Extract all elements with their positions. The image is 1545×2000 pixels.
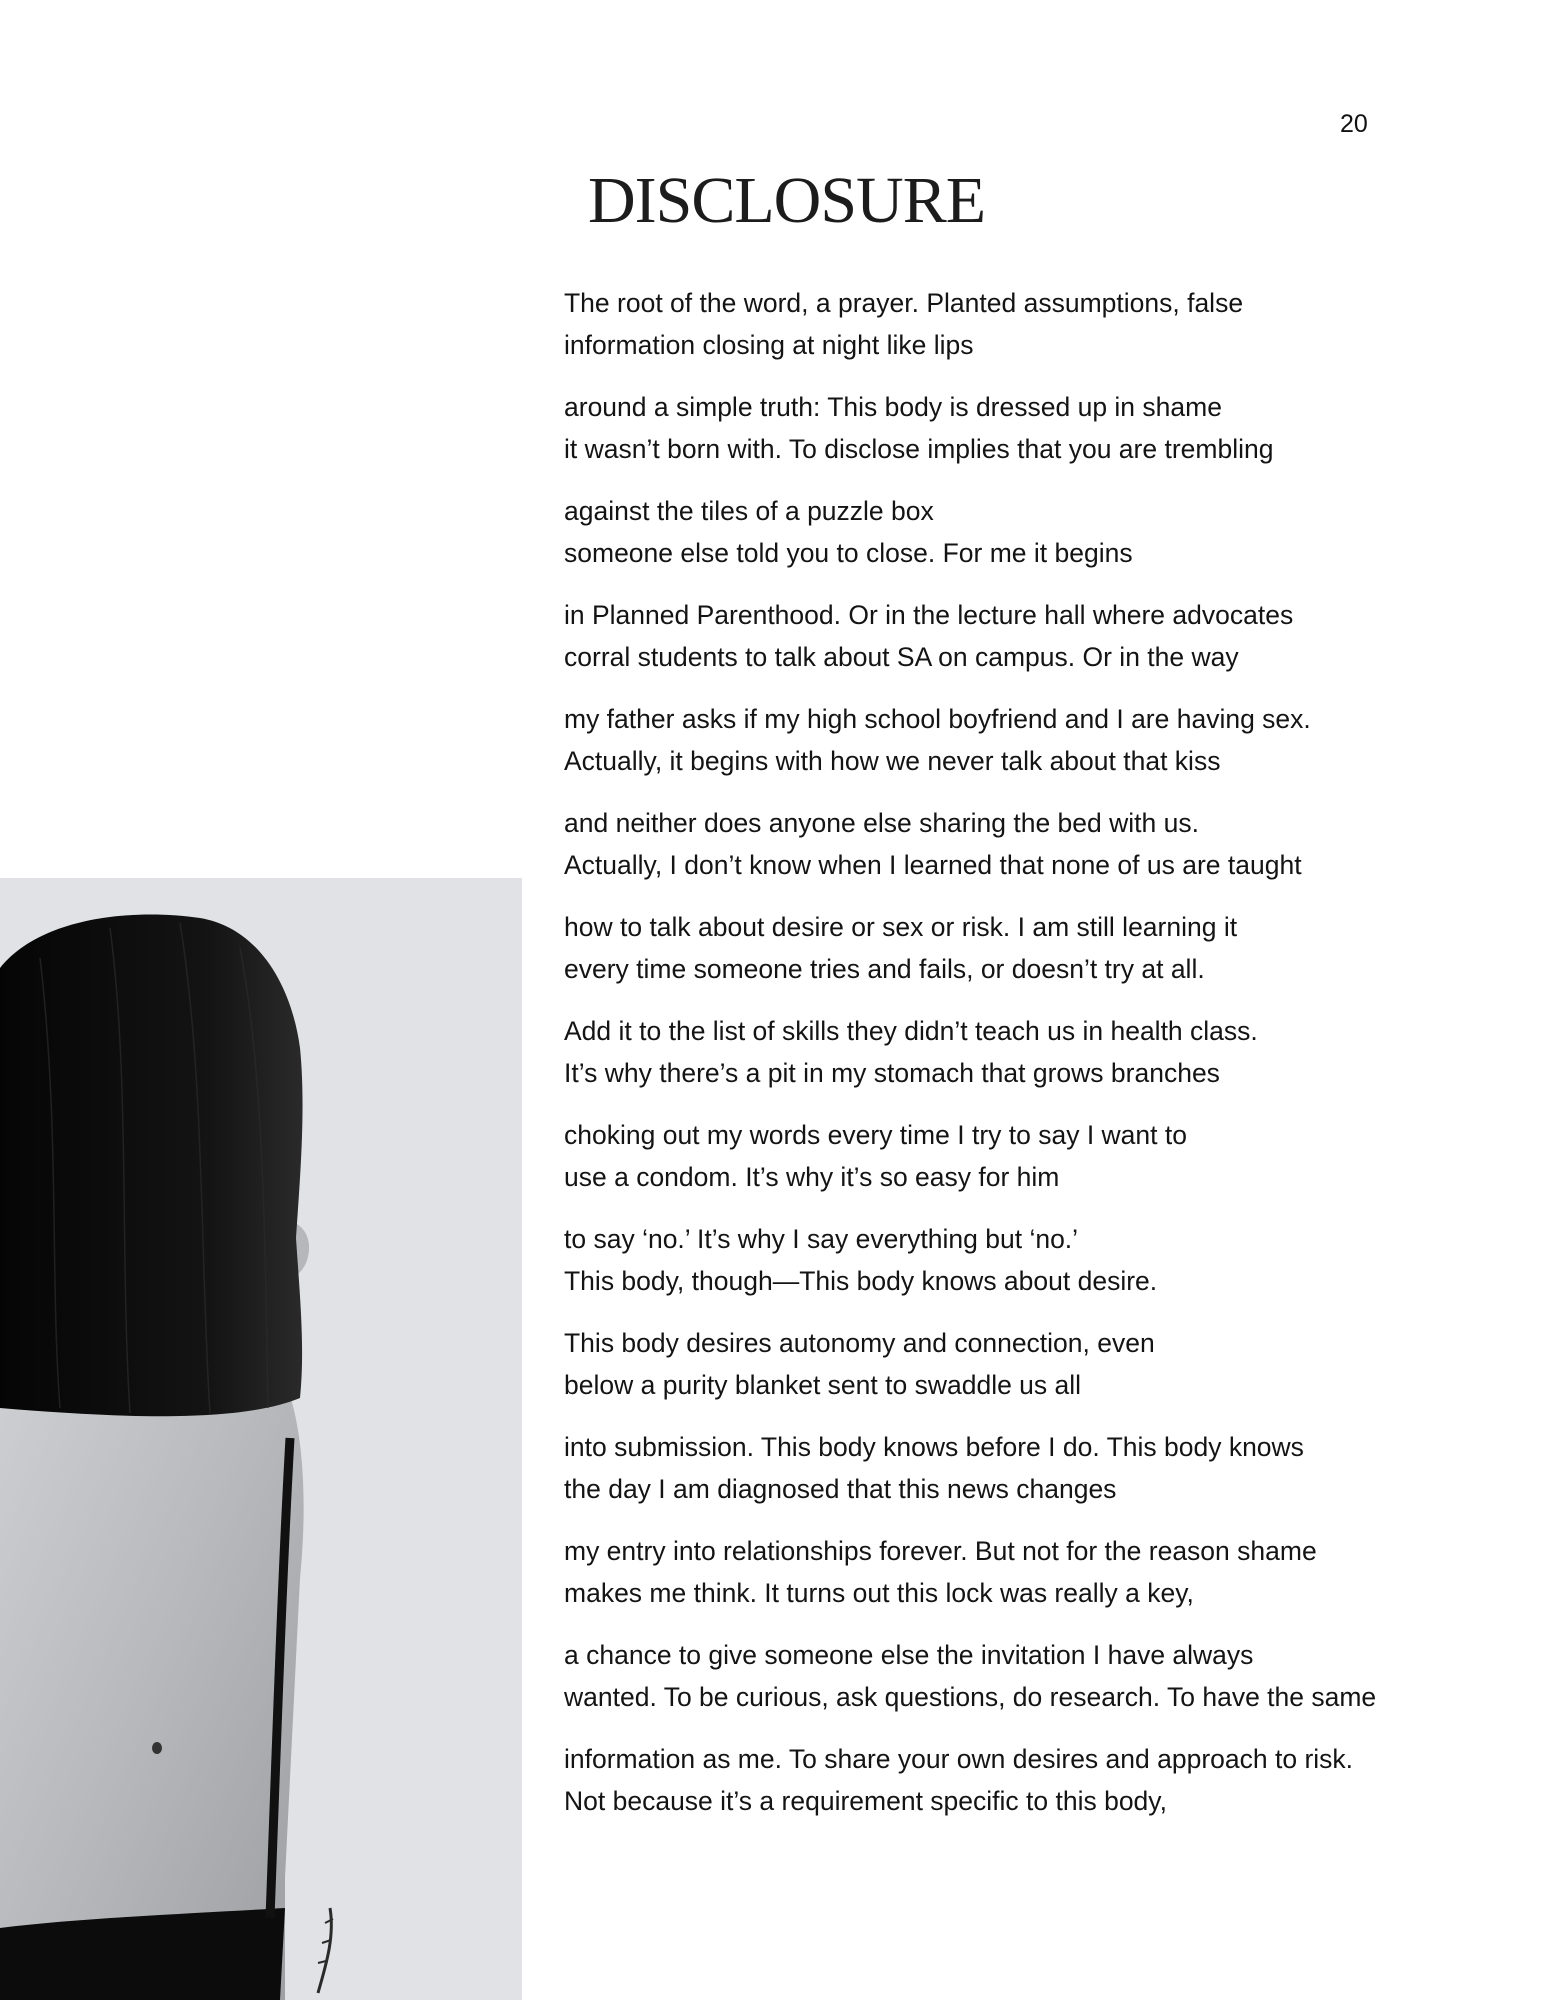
stanza <box>564 490 1464 574</box>
poem-line: This body desires autonomy and connection, even <box>564 1328 1155 1358</box>
poem-line: information closing at night like lips <box>564 330 974 360</box>
poem-line: makes me think. It turns out this lock was really a key, <box>564 1578 1194 1608</box>
stanza <box>564 906 1464 990</box>
poem-line: my father asks if my high school boyfriend and I are having sex. <box>564 704 1311 734</box>
poem-line: Add it to the list of skills they didn’t teach us in health class. <box>564 1016 1258 1046</box>
stanza <box>564 698 1464 782</box>
poem-line: use a condom. It’s why it’s so easy for him <box>564 1162 1060 1192</box>
stanza <box>564 594 1464 678</box>
poem-line: someone else told you to close. For me it begins <box>564 538 1133 568</box>
page-number: 20 <box>1340 110 1368 138</box>
poem-line: The root of the word, a prayer. Planted assumptions, false <box>564 288 1244 318</box>
poem-line: It’s why there’s a pit in my stomach that grows branches <box>564 1058 1220 1088</box>
poem-line: corral students to talk about SA on campus. Or in the way <box>564 642 1239 672</box>
poem-line: how to talk about desire or sex or risk. I am still learning it <box>564 912 1238 942</box>
poem-line: Actually, I don’t know when I learned that none of us are taught <box>564 850 1302 880</box>
stanza <box>564 1114 1464 1198</box>
stanza <box>564 1738 1464 1822</box>
poem-body <box>564 282 1464 1842</box>
stanza <box>564 1634 1464 1718</box>
stanza <box>564 1322 1464 1406</box>
poem-line: and neither does anyone else sharing the bed with us. <box>564 808 1199 838</box>
poem-line: wanted. To be curious, ask questions, do research. To have the same <box>564 1682 1377 1712</box>
poem-line: below a purity blanket sent to swaddle us all <box>564 1370 1082 1400</box>
poem-line: it wasn’t born with. To disclose implies that you are trembling <box>564 434 1274 464</box>
poem-line: choking out my words every time I try to say I want to <box>564 1120 1187 1150</box>
poem-title: DISCLOSURE <box>588 164 986 237</box>
poem-line: around a simple truth: This body is dressed up in shame <box>564 392 1222 422</box>
poem-line: into submission. This body knows before I do. This body knows <box>564 1432 1304 1462</box>
poem-line: Not because it’s a requirement specific to this body, <box>564 1786 1167 1816</box>
woman-back-photo <box>0 878 522 2000</box>
poem-line: This body, though—This body knows about desire. <box>564 1266 1158 1296</box>
poem-line: my entry into relationships forever. But not for the reason shame <box>564 1536 1317 1566</box>
poem-line: against the tiles of a puzzle box <box>564 496 934 526</box>
stanza <box>564 386 1464 470</box>
stanza <box>564 1426 1464 1510</box>
stanza <box>564 1010 1464 1094</box>
poem-line: a chance to give someone else the invitation I have always <box>564 1640 1254 1670</box>
stanza <box>564 282 1464 366</box>
stanza <box>564 1218 1464 1302</box>
poem-line: Actually, it begins with how we never talk about that kiss <box>564 746 1221 776</box>
stanza <box>564 802 1464 886</box>
poem-line: every time someone tries and fails, or doesn’t try at all. <box>564 954 1205 984</box>
poem-line: in Planned Parenthood. Or in the lecture hall where advocates <box>564 600 1294 630</box>
poem-line: information as me. To share your own desires and approach to risk. <box>564 1744 1354 1774</box>
poem-line: the day I am diagnosed that this news changes <box>564 1474 1117 1504</box>
stanza <box>564 1530 1464 1614</box>
poem-line: to say ‘no.’ It’s why I say everything but ‘no.’ <box>564 1224 1079 1254</box>
